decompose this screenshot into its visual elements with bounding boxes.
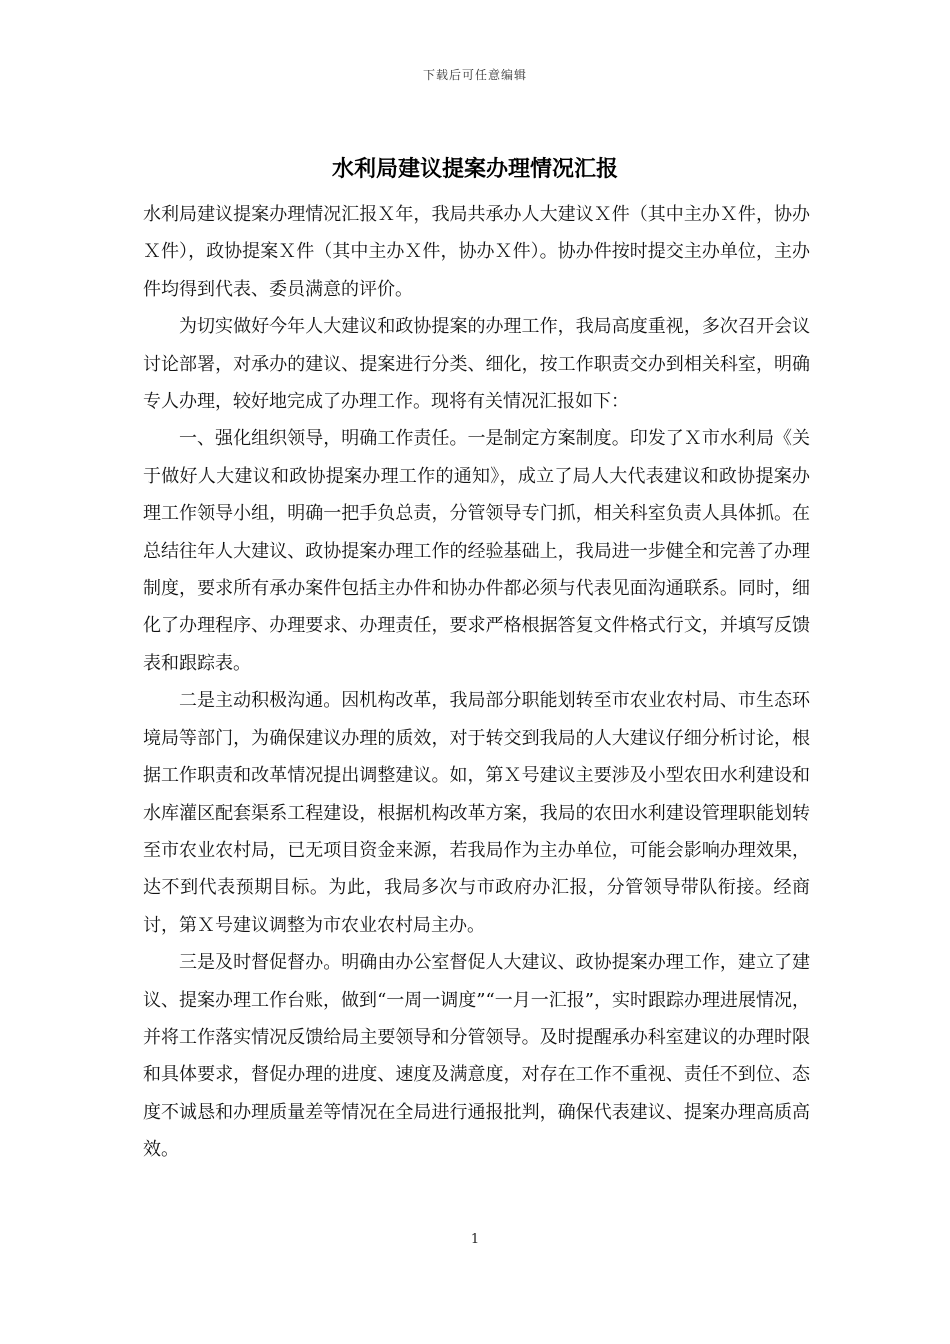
document-body [143,196,810,1169]
document-title: 水利局建议提案办理情况汇报 [331,157,618,182]
page-number: 1 [470,1232,480,1247]
paragraph-communication: 二是主动积极沟通。因机构改革，我局部分职能划转至市农业农村局、市生态环境局等部门，为确保建议办理的质效，对于转交到我局的人大建议仔细分析讨论，根据工作职责和改革情况提出调整建议。如，第Ｘ号建议主要涉及小型农田水利建设和水库灌区配套渠系工程建设，根据机构改革方案，我局的农田水利建设管理职能划转至市农业农村局，已无项目资金来源，若我局作为主办单位，可能会影响办理效果，达不到代表预期目标。为此，我局多次与市政府办汇报，分管领导带队衔接。经商讨，第Ｘ号建议调整为市农业农村局主办。 [143,690,810,936]
paragraph-supervision: 三是及时督促督办。明确由办公室督促人大建议、政协提案办理工作，建立了建议、提案办理工作台账，做到“一周一调度”“一月一汇报”，实时跟踪办理进展情况，并将工作落实情况反馈给局主要领导和分管领导。及时提醒承办科室建议的办理时限和具体要求，督促办理的进度、速度及满意度，对存在工作不重视、责任不到位、态度不诚恳和办理质量差等情况在全局进行通报批判，确保代表建议、提案办理高质高效。 [143,952,810,1161]
paragraph-intro: 水利局建议提案办理情况汇报Ｘ年，我局共承办人大建议Ｘ件（其中主办Ｘ件，协办Ｘ件），政协提案Ｘ件（其中主办Ｘ件，协办Ｘ件）。协办件按时提交主办单位，主办件均得到代表、委员满意的评价。 [143,204,810,300]
header-note: 下载后可任意编辑 [422,68,527,82]
paragraph-organization: 一、强化组织领导，明确工作责任。一是制定方案制度。印发了Ｘ市水利局《关于做好人大建议和政协提案办理工作的通知》，成立了局人大代表建议和政协提案办理工作领导小组，明确一把手负总责，分管领导专门抓，相关科室负责人具体抓。在总结往年人大建议、政协提案办理工作的经验基础上，我局进一步健全和完善了办理制度，要求所有承办案件包括主办件和协办件都必须与代表见面沟通联系。同时，细化了办理程序、办理要求、办理责任，要求严格根据答复文件格式行文，并填写反馈表和跟踪表。 [143,428,810,674]
paragraph-overview: 为切实做好今年人大建议和政协提案的办理工作，我局高度重视，多次召开会议讨论部署，对承办的建议、提案进行分类、细化，按工作职责交办到相关科室，明确专人办理，较好地完成了办理工作。现将有关情况汇报如下： [143,316,810,413]
